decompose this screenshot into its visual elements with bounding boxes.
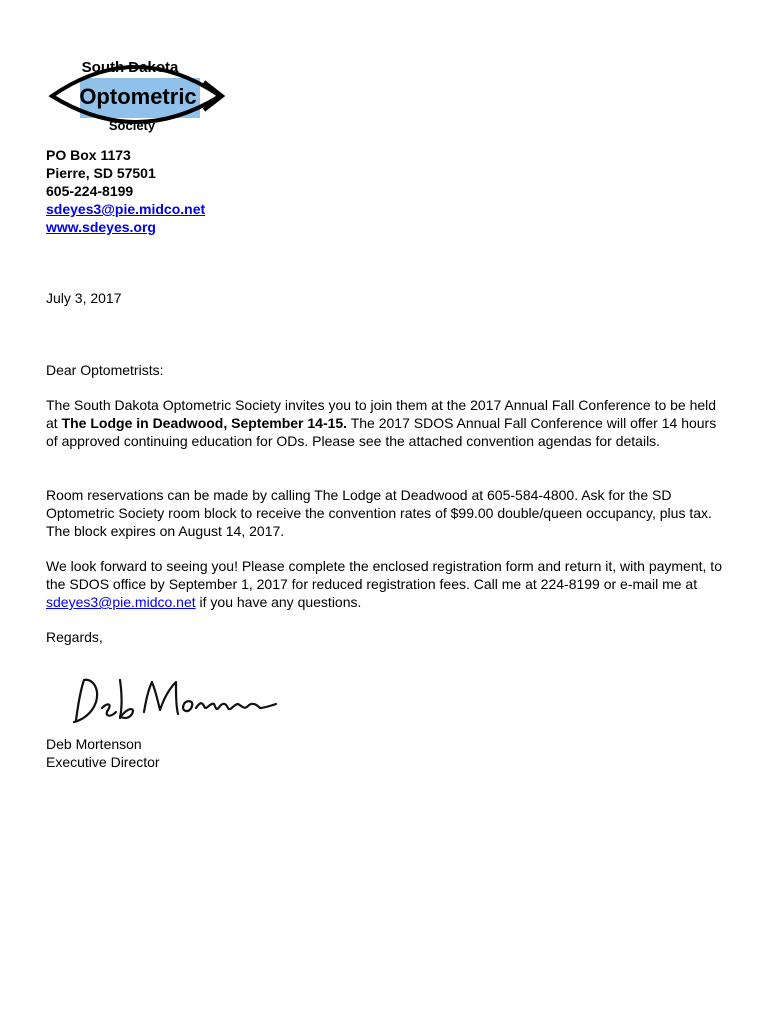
- signer-title: Executive Director: [46, 754, 160, 770]
- paragraph3-before: We look forward to seeing you! Please complete the enclosed registration form and return it, with payment, to the SDOS office by September 1, 2017 for reduced registration fees. Call me at 224-8199 or e-mail me at: [46, 558, 722, 592]
- letter-date: July 3, 2017: [46, 290, 122, 306]
- society-logo: [44, 52, 228, 138]
- closing: Regards,: [46, 629, 103, 645]
- address-line-po-box: PO Box 1173: [46, 147, 131, 163]
- paragraph1-before: The South Dakota Optometric Society invites you to join them at the 2017 Annual Fall Conference to be held at: [46, 397, 717, 431]
- paragraph-invitation: [46, 396, 726, 450]
- website-link[interactable]: www.sdeyes.org: [46, 219, 156, 235]
- greeting: Dear Optometrists:: [46, 362, 164, 378]
- inline-email-link[interactable]: sdeyes3@pie.midco.net: [46, 594, 196, 610]
- email-link[interactable]: sdeyes3@pie.midco.net: [46, 201, 206, 217]
- signer-block: [46, 735, 160, 771]
- logo-line2: Optometric: [79, 84, 197, 109]
- logo-line1: South Dakota: [81, 59, 179, 76]
- paragraph-registration: [46, 557, 726, 611]
- address-line-phone: 605-224-8199: [46, 183, 134, 199]
- paragraph1-after: The 2017 SDOS Annual Fall Conference will offer 14 hours of approved continuing education for ODs. Please see the attached convention agendas for details.: [46, 415, 717, 449]
- signer-name: Deb Mortenson: [46, 736, 142, 752]
- handwritten-signature: [66, 672, 282, 728]
- paragraph-reservations: Room reservations can be made by calling The Lodge at Deadwood at 605-584-4800. Ask for the SD Optometric Society room block to receive the convention rates of $99.00 double/queen occupancy, plus tax. The block expires on August 14, 2017.: [46, 487, 712, 539]
- address-line-city: Pierre, SD 57501: [46, 165, 156, 181]
- logo-line3: Society: [108, 118, 156, 133]
- return-address: [46, 146, 205, 236]
- logo-arrow: [204, 82, 222, 110]
- paragraph1-venue: The Lodge in Deadwood, September 14-15.: [61, 415, 348, 431]
- paragraph3-after: if you have any questions.: [195, 594, 362, 610]
